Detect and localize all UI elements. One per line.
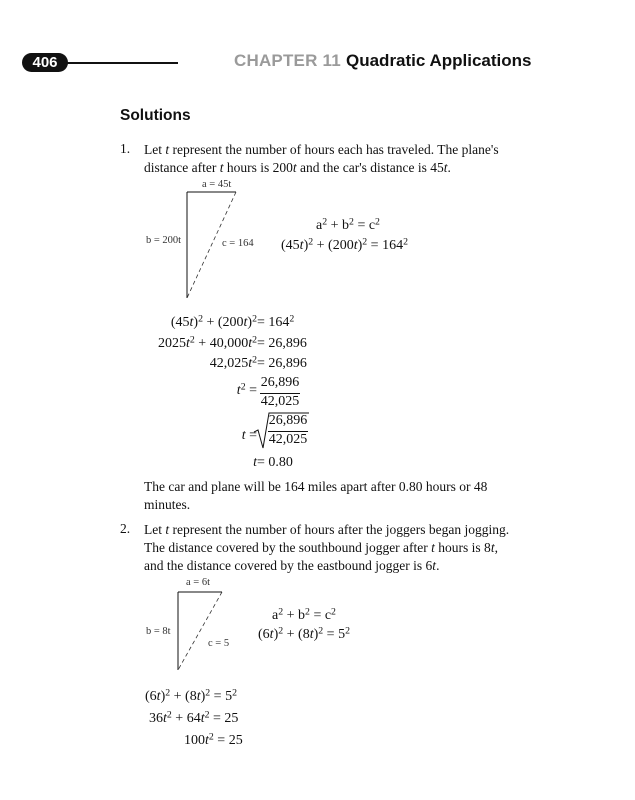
p1-step4-lhs: $t^2$ =: [236, 381, 257, 398]
problem-2-intro-line2: The distance covered by the southbound jogger after t hours is 8t,: [144, 540, 498, 555]
chapter-label: CHAPTER 11: [234, 51, 341, 70]
p1-step6-rhs: = 0.80: [257, 455, 293, 470]
problem-2-side-eq-2: $(6t)^2 + (8t)^2 = 5^2$: [258, 625, 350, 642]
diagram-1-label-b: b = 200t: [146, 235, 182, 246]
p2-step2: $36t^2 + 64t^2 = 25$: [149, 709, 239, 726]
p1-step5-denominator: 42,025: [268, 432, 308, 447]
p1-step3-rhs: = 26,896: [257, 356, 307, 371]
p1-step3-lhs: $42,025t^2$: [209, 354, 257, 371]
diagram-2-label-a: a = 6t: [186, 577, 210, 588]
p1-step2-lhs: $2025t^2 + 40,000t^2$: [158, 334, 257, 351]
problem-2-intro-line3: and the distance covered by the eastbound jogger is 6t.: [144, 558, 440, 573]
p1-step4-denominator: 42,025: [260, 394, 300, 409]
p1-step4-numerator: 26,896: [260, 375, 300, 390]
diagram-2-label-c: c = 5: [208, 638, 230, 649]
page-number-badge: 406: [22, 53, 68, 72]
p1-step1-rhs: = $164^2$: [257, 313, 295, 330]
diagram-1-label-a: a = 45t: [202, 179, 232, 190]
problem-1-number: 1.: [120, 141, 131, 156]
p1-step1-lhs: $(45t)^2 + (200t)^2$: [170, 313, 257, 330]
problem-2-intro-line1: Let t represent the number of hours after the joggers began jogging.: [144, 522, 510, 537]
diagram-1-label-c: c = 164: [222, 238, 254, 249]
p1-step2-rhs: = 26,896: [257, 336, 307, 351]
section-title: Solutions: [120, 107, 191, 124]
p1-step5-numerator: 26,896: [268, 413, 308, 428]
p1-step6-lhs: t: [253, 455, 257, 470]
chapter-title: Quadratic Applications: [346, 51, 532, 70]
p2-step3: $100t^2 = 25$: [184, 731, 243, 748]
p2-step1: $(6t)^2 + (8t)^2 = 5^2$: [145, 687, 237, 704]
problem-1-side-eq-2: $(45t)^2 + (200t)^2 = 164^2$: [281, 236, 408, 253]
problem-1-side-eq-1: $a^2 + b^2 = c^2$: [316, 216, 380, 233]
diagram-2-label-b: b = 8t: [146, 626, 171, 637]
p1-step5-lhs: t =: [241, 428, 257, 443]
problem-1-intro: Let t represent the number of hours each has traveled. The plane's distance after t hours is 200t and the car's distance is 45t.: [144, 142, 499, 175]
problem-2-number: 2.: [120, 521, 131, 536]
problem-2-side-eq-1: $a^2 + b^2 = c^2$: [272, 606, 336, 623]
problem-1-conclusion: The car and plane will be 164 miles apart after 0.80 hours or 48 minutes.: [144, 479, 488, 512]
